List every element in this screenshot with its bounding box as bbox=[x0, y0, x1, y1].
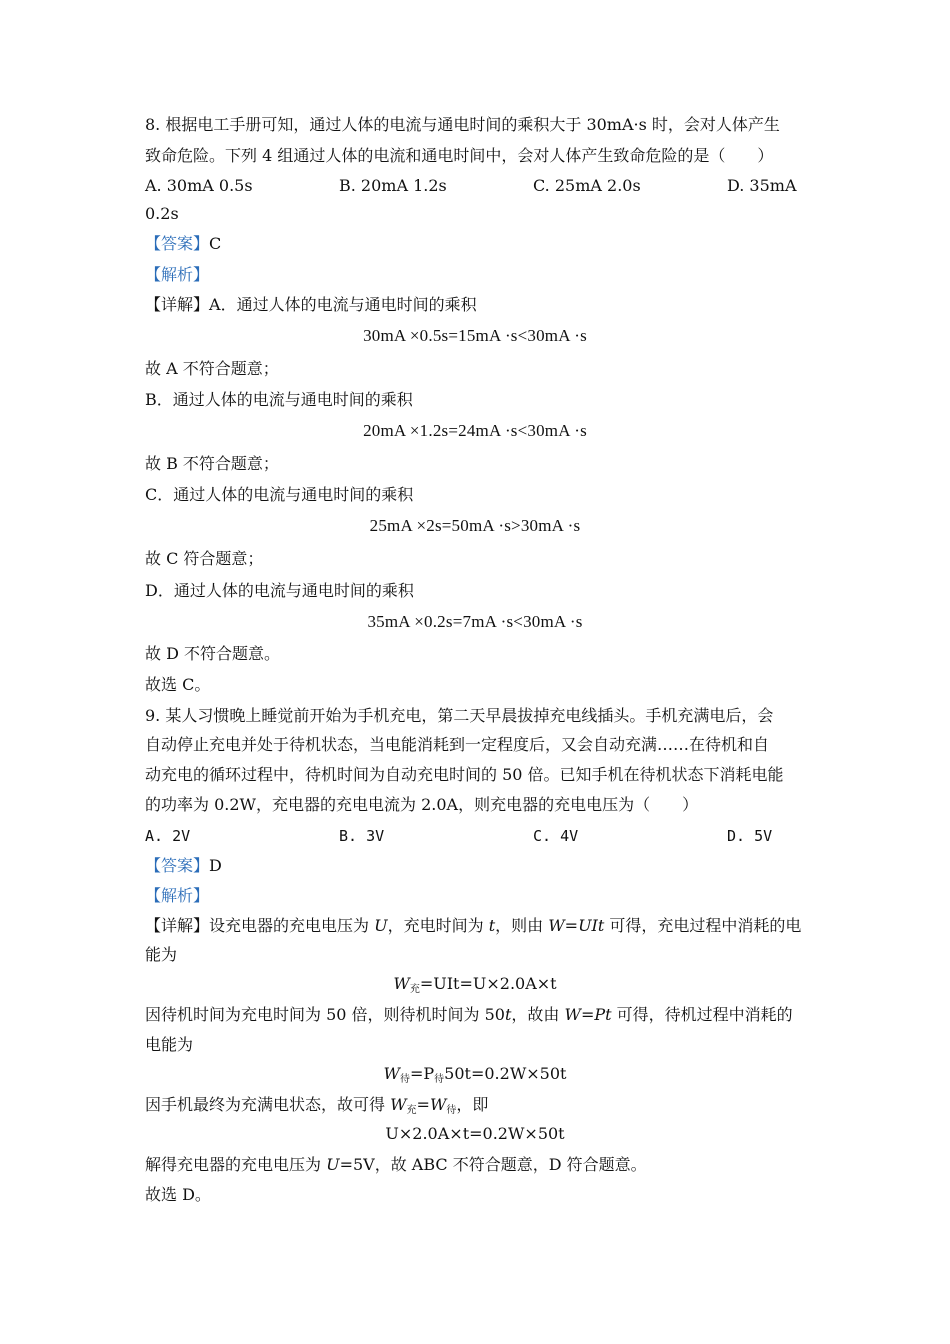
q9-option-d: D. 5V bbox=[727, 827, 773, 845]
q8-equation-a: 30mA ×0.5s=15mA ·s<30mA ·s bbox=[363, 326, 587, 345]
q8-equation-c: 25mA ×2s=50mA ·s>30mA ·s bbox=[369, 516, 581, 535]
equation-text: =W bbox=[416, 1095, 447, 1114]
var-t: t bbox=[488, 916, 496, 935]
equation-text: 50t=0.2W×50t bbox=[444, 1064, 567, 1083]
equation-text: =UIt=U×2.0A×t bbox=[419, 974, 557, 993]
detail-label: 【详解】 bbox=[145, 916, 210, 935]
q8-option-c: C. 25mA 2.0s bbox=[533, 176, 641, 195]
formula-w-uit: W=UIt bbox=[548, 916, 605, 935]
detail-text: ，则由 bbox=[495, 916, 549, 935]
q8-detail-d: D．通过人体的电流与通电时间的乘积 bbox=[145, 581, 414, 600]
q9-wait-line-2: 电能为 bbox=[145, 1035, 194, 1054]
q9-equation-equal: U×2.0A×t=0.2W×50t bbox=[385, 1124, 565, 1143]
q8-conclusion-d: 故 D 不符合题意。 bbox=[145, 644, 281, 663]
q9-stem-line-4: 的功率为 0.2W，充电器的充电电流为 2.0A，则充电器的充电电压为（ ） bbox=[145, 795, 699, 814]
q9-analysis-label: 【解析】 bbox=[145, 886, 210, 905]
q9-stem-line-2: 自动停止充电并处于待机状态，当电能消耗到一定程度后，又会自动充满……在待机和自 bbox=[145, 735, 770, 754]
detail-text: 因待机时间为充电时间为 50 倍，则待机时间为 50 bbox=[145, 1005, 505, 1024]
q9-option-b: B. 3V bbox=[339, 827, 385, 845]
answer-value: D bbox=[209, 856, 222, 875]
detail-text: 因手机最终为充满电状态，故可得 bbox=[145, 1095, 391, 1114]
subscript: 充 bbox=[406, 1105, 417, 1116]
q8-final-answer: 故选 C。 bbox=[145, 675, 211, 694]
detail-text: 解得充电器的充电电压为 bbox=[145, 1155, 327, 1174]
q9-final-answer: 故选 D。 bbox=[145, 1185, 211, 1204]
equation-text: =P bbox=[410, 1064, 435, 1083]
formula-w-pt: W=Pt bbox=[564, 1005, 612, 1024]
detail-text: 可得，待机过程中消耗的 bbox=[611, 1005, 793, 1024]
q8-answer bbox=[145, 233, 221, 255]
q8-conclusion-a: 故 A 不符合题意； bbox=[145, 359, 279, 378]
q8-option-b: B. 20mA 1.2s bbox=[339, 176, 447, 195]
detail-text: ，充电时间为 bbox=[387, 916, 489, 935]
detail-text: A．通过人体的电流与通电时间的乘积 bbox=[209, 295, 477, 314]
detail-text: 设充电器的充电电压为 bbox=[209, 916, 375, 935]
q8-conclusion-b: 故 B 不符合题意； bbox=[145, 454, 279, 473]
q9-stem-line-3: 动充电的循环过程中，待机时间为自动充电时间的 50 倍。已知手机在待机状态下消耗电能 bbox=[145, 765, 784, 784]
var-w: W bbox=[383, 1064, 400, 1083]
subscript: 待 bbox=[400, 1074, 410, 1085]
q8-detail-c: C．通过人体的电流与通电时间的乘积 bbox=[145, 485, 414, 504]
subscript: 充 bbox=[409, 984, 420, 995]
q8-analysis-label: 【解析】 bbox=[145, 265, 210, 284]
q8-conclusion-c: 故 C 符合题意； bbox=[145, 549, 264, 568]
detail-text: =5V，故 ABC 不符合题意，D 符合题意。 bbox=[339, 1155, 647, 1174]
subscript: 待 bbox=[434, 1074, 445, 1085]
q9-stem-line-1: 9. 某人习惯晚上睡觉前开始为手机充电，第二天早晨拔掉充电线插头。手机充满电后，会 bbox=[145, 706, 774, 725]
detail-text: 可得，充电过程中消耗的电 bbox=[604, 916, 802, 935]
q8-stem-line-1: 8. 根据电工手册可知，通过人体的电流与通电时间的乘积大于 30mA·s 时，会对人体产生 bbox=[145, 115, 780, 134]
q8-option-d-wrap: 0.2s bbox=[145, 204, 179, 223]
q8-detail-a bbox=[145, 294, 477, 316]
var-w: W bbox=[393, 974, 410, 993]
q8-equation-d: 35mA ×0.2s=7mA ·s<30mA ·s bbox=[367, 612, 583, 631]
q9-answer bbox=[145, 855, 222, 877]
answer-value: C bbox=[209, 234, 222, 253]
q8-detail-b: B．通过人体的电流与通电时间的乘积 bbox=[145, 390, 413, 409]
q9-option-a: A. 2V bbox=[145, 827, 191, 845]
detail-label: 【详解】 bbox=[145, 295, 210, 314]
q8-option-a: A. 30mA 0.5s bbox=[145, 176, 253, 195]
q9-equation-charge bbox=[0, 973, 950, 1001]
var-u: U bbox=[326, 1155, 340, 1174]
q9-equation-standby bbox=[0, 1063, 950, 1091]
detail-text: ，即 bbox=[456, 1095, 489, 1114]
q9-solve-line bbox=[145, 1154, 647, 1176]
q9-option-c: C. 4V bbox=[533, 827, 579, 845]
q8-equation-b: 20mA ×1.2s=24mA ·s<30mA ·s bbox=[363, 421, 587, 440]
var-w: W bbox=[390, 1095, 407, 1114]
q9-full-charge-line bbox=[145, 1094, 488, 1122]
answer-label: 【答案】 bbox=[145, 856, 210, 875]
q8-stem-line-2: 致命危险。下列 4 组通过人体的电流和通电时间中，会对人体产生致命危险的是（ ） bbox=[145, 146, 774, 165]
subscript: 待 bbox=[446, 1105, 457, 1116]
var-t: t bbox=[504, 1005, 512, 1024]
detail-text: ，故由 bbox=[511, 1005, 565, 1024]
answer-label: 【答案】 bbox=[145, 234, 210, 253]
q9-wait-line-1 bbox=[145, 1004, 793, 1026]
q9-detail-line-1 bbox=[145, 915, 801, 937]
var-u: U bbox=[374, 916, 388, 935]
q9-detail-line-2: 能为 bbox=[145, 945, 178, 964]
q8-option-d: D. 35mA bbox=[727, 176, 797, 195]
